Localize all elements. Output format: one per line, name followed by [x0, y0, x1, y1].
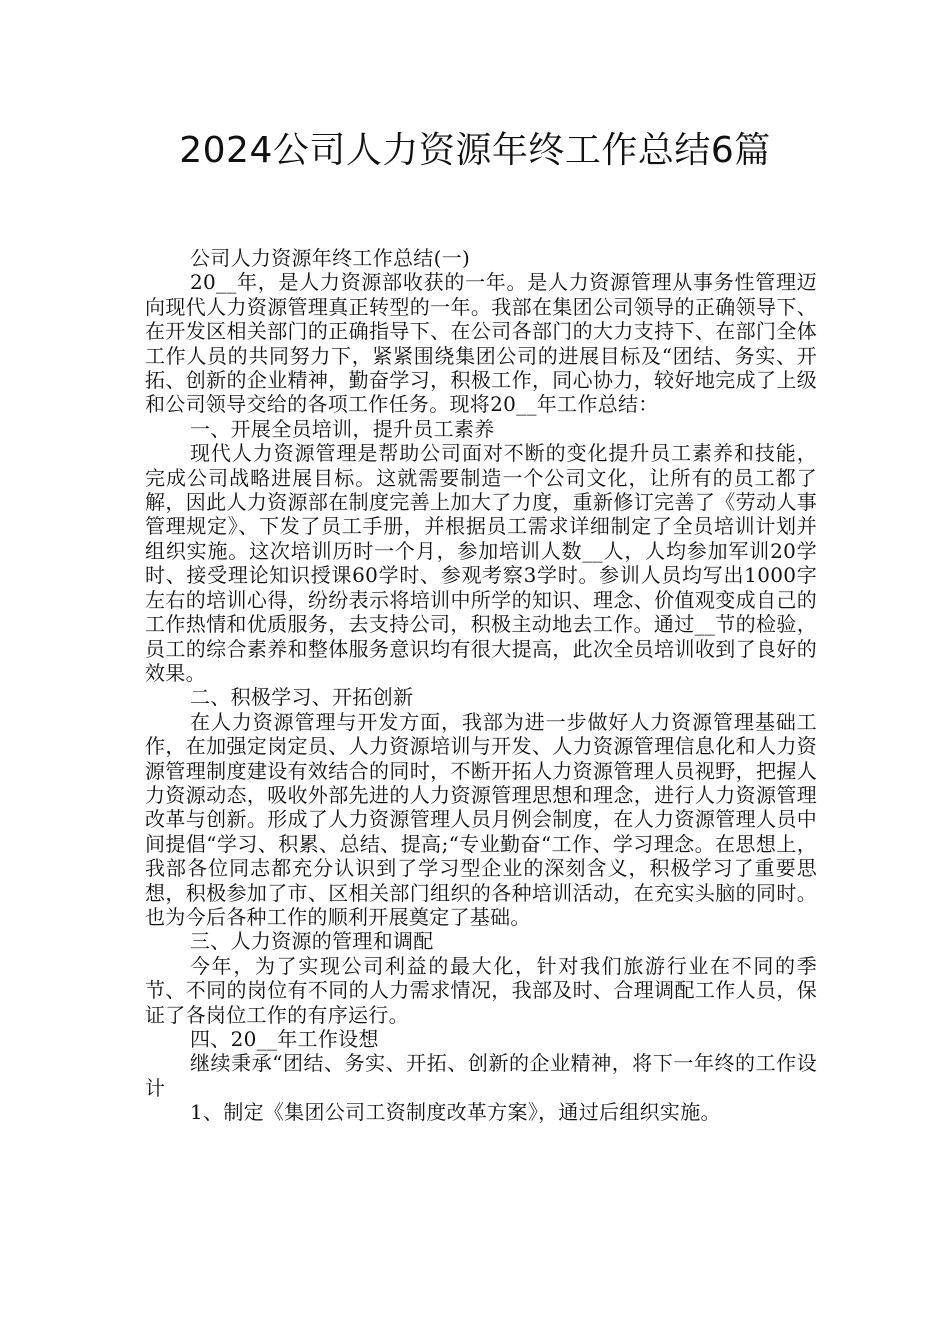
section-heading-plan: 四、20__年工作设想 — [190, 1027, 379, 1051]
paragraph-innovation: 在人力资源管理与开发方面，我部为进一步做好人力资源管理基础工作，在加强定岗定员、人力资源培训与开发、人力资源管理信息化和人力资源管理制度建设有效结合的同时，不断开拓人力资源管理人员视野，把握人力资源动态，吸收外部先进的人力资源管理思想和理念，进行人力资源管理改革与创新。形成了人力资源管理人员月例会制度，在人力资源管理人员中间提倡“学习、积累、总结、提高;“专业勤奋“工作、学习理念。在思想上，我部各位同志都充分认识到了学习型企业的深刻含义，积极学习了重要思想，积极参加了市、区相关部门组织的各种培训活动，在充实头脑的同时。也为今后各种工作的顺利开展奠定了基础。 — [145, 709, 817, 929]
document-body — [145, 246, 817, 1125]
section-heading-training: 一、开展全员培训，提升员工素养 — [190, 416, 495, 441]
document-title: 2024公司人力资源年终工作总结6篇 — [179, 130, 771, 171]
section-heading-allocation: 三、人力资源的管理和调配 — [190, 929, 434, 954]
paragraph-allocation: 今年，为了实现公司利益的最大化，针对我们旅游行业在不同的季节、不同的岗位有不同的人力需求情况，我部及时、合理调配工作人员，保证了各岗位工作的有序运行。 — [145, 953, 817, 1027]
paragraph-intro: 20__年，是人力资源部收获的一年。是人力资源管理从事务性管理迈向现代人力资源管理真正转型的一年。我部在集团公司领导的正确领导下、在开发区相关部门的正确指导下、在公司各部门的大力支持下、在部门全体工作人员的共同努力下，紧紧围绕集团公司的进展目标及“团结、务实、开拓、创新的企业精神，勤奋学习，积极工作，同心协力，较好地完成了上级和公司领导交给的各项工作任务。现将20__年工作总结： — [145, 270, 817, 417]
section-subtitle: 公司人力资源年终工作总结(一) — [190, 246, 471, 270]
paragraph-plan: 继续秉承“团结、务实、开拓、创新的企业精神，将下一年终的工作设计 — [145, 1051, 817, 1100]
list-item-plan-1: 1、制定《集团公司工资制度改革方案》，通过后组织实施。 — [190, 1100, 721, 1125]
paragraph-training: 现代人力资源管理是帮助公司面对不断的变化提升员工素养和技能，完成公司战略进展目标。这就需要制造一个公司文化，让所有的员工都了解，因此人力资源部在制度完善上加大了力度，重新修订完善了《劳动人事管理规定》、下发了员工手册，并根据员工需求详细制定了全员培训计划并组织实施。这次培训历时一个月，参加培训人数__人，人均参加军训20学时、接受理论知识授课60学时、参观考察3学时。参训人员均写出1000字左右的培训心得，纷纷表示将培训中所学的知识、理念、价值观变成自己的工作热情和优质服务，去支持公司，积极主动地去工作。通过__节的检验，员工的综合素养和整体服务意识均有很大提高，此次全员培训收到了良好的效果。 — [145, 441, 817, 685]
section-heading-innovation: 二、积极学习、开拓创新 — [190, 685, 414, 710]
